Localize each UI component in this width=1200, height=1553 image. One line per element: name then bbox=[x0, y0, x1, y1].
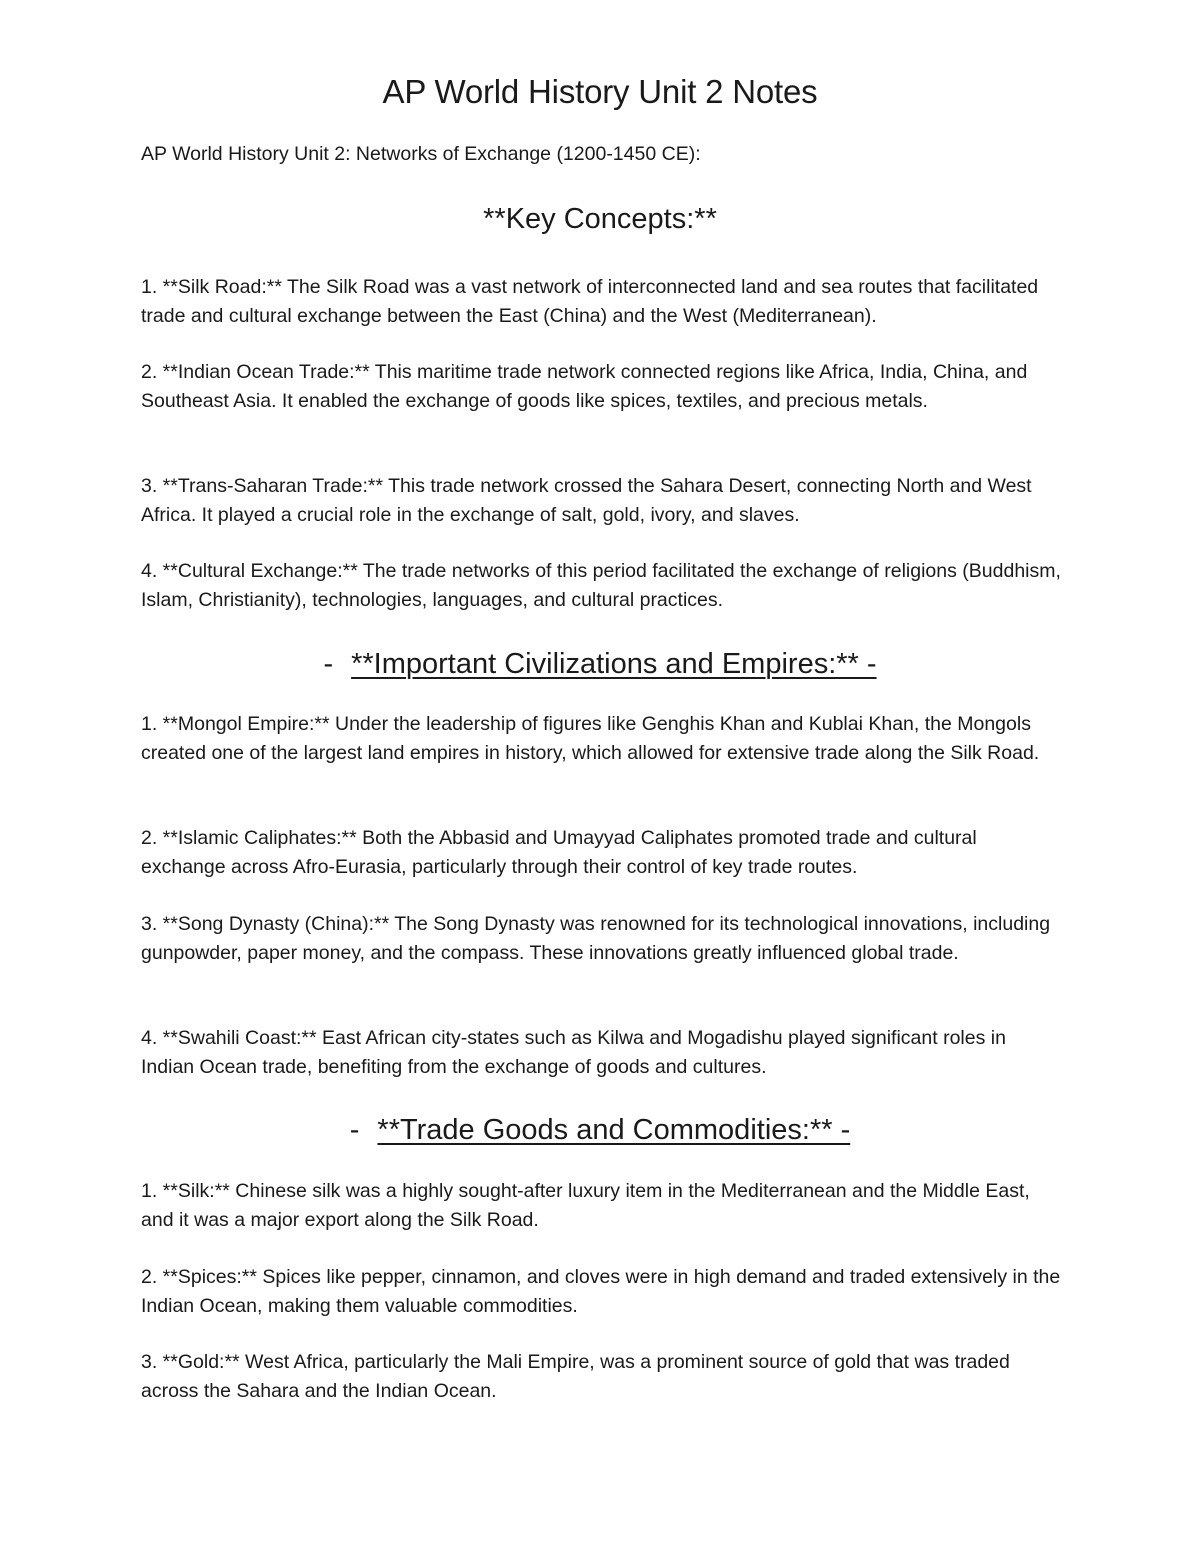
document-subtitle: AP World History Unit 2: Networks of Exchange (1200-1450 CE): bbox=[141, 143, 701, 165]
heading-dash: - bbox=[349, 1114, 360, 1146]
list-item: 1. **Mongol Empire:** Under the leadership of figures like Genghis Khan and Kublai Khan, the Mongols created one of the largest land empires in history, which allowed for extensive trade along the Silk Road. bbox=[141, 713, 1040, 764]
list-item: 3. **Gold:** West Africa, particularly the Mali Empire, was a prominent source of gold that was traded across the Sahara and the Indian Ocean. bbox=[141, 1351, 1010, 1402]
section-heading-key-concepts: **Key Concepts:** bbox=[483, 203, 717, 235]
list-item: 2. **Indian Ocean Trade:** This maritime trade network connected regions like Africa, India, China, and Southeast Asia. It enabled the exchange of goods like spices, textiles, and precious metals. bbox=[141, 361, 1028, 412]
list-item: 3. **Song Dynasty (China):** The Song Dynasty was renowned for its technological innovations, including gunpowder, paper money, and the compass. These innovations greatly influenced global trade. bbox=[141, 913, 1051, 964]
list-item: 1. **Silk:** Chinese silk was a highly sought-after luxury item in the Mediterranean and the Middle East, and it was a major export along the Silk Road. bbox=[141, 1180, 1030, 1231]
heading-text: **Trade Goods and Commodities:** - bbox=[377, 1114, 851, 1146]
section-heading-civilizations bbox=[141, 645, 1059, 683]
list-item: 2. **Islamic Caliphates:** Both the Abbasid and Umayyad Caliphates promoted trade and cultural exchange across Afro-Eurasia, particularly through their control of key trade routes. bbox=[141, 827, 977, 878]
heading-text: **Important Civilizations and Empires:** - bbox=[351, 648, 877, 680]
list-item: 4. **Swahili Coast:** East African city-states such as Kilwa and Mogadishu played significant roles in Indian Ocean trade, benefiting from the exchange of goods and cultures. bbox=[141, 1027, 1006, 1078]
section-heading-trade-goods bbox=[141, 1111, 1059, 1149]
document-title: AP World History Unit 2 Notes bbox=[382, 73, 818, 110]
list-item: 1. **Silk Road:** The Silk Road was a vast network of interconnected land and sea routes that facilitated trade and cultural exchange between the East (China) and the West (Mediterranean). bbox=[141, 276, 1039, 327]
heading-dash: - bbox=[323, 648, 334, 680]
list-item: 2. **Spices:** Spices like pepper, cinnamon, and cloves were in high demand and traded extensively in the Indian Ocean, making them valuable commodities. bbox=[141, 1266, 1061, 1317]
list-item: 3. **Trans-Saharan Trade:** This trade network crossed the Sahara Desert, connecting North and West Africa. It played a crucial role in the exchange of salt, gold, ivory, and slaves. bbox=[141, 475, 1032, 526]
list-item: 4. **Cultural Exchange:** The trade networks of this period facilitated the exchange of religions (Buddhism, Islam, Christianity), technologies, languages, and cultural practices. bbox=[141, 560, 1061, 611]
